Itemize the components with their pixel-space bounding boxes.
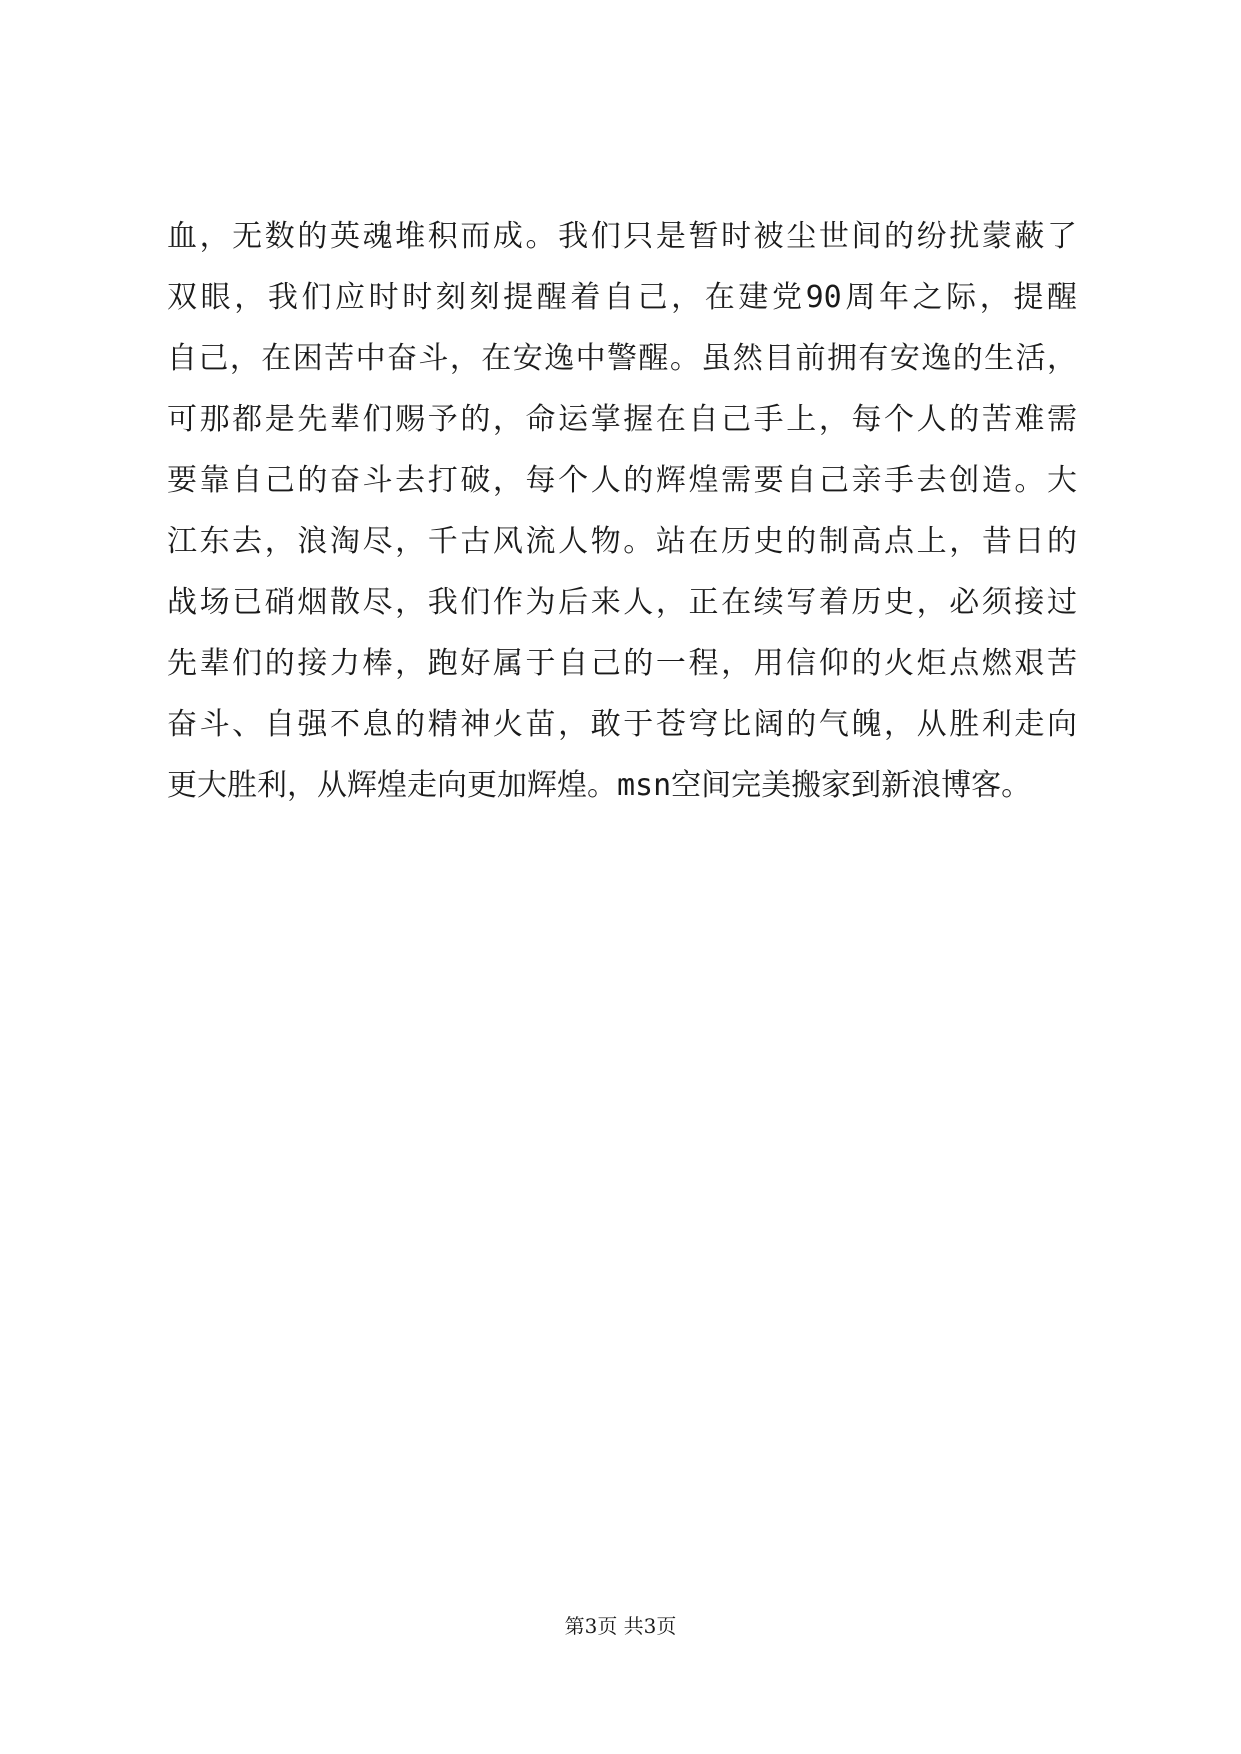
text-line: 更大胜利，从辉煌走向更加辉煌。msn空间完美搬家到新浪博客。 xyxy=(167,768,1032,803)
body-paragraph xyxy=(167,206,1077,816)
text-line: 双眼，我们应时时刻刻提醒着自己，在建党90周年之际，提醒 xyxy=(167,280,1077,315)
text-line: 要靠自己的奋斗去打破，每个人的辉煌需要自己亲手去创造。大 xyxy=(167,463,1077,498)
text-line: 可那都是先辈们赐予的，命运掌握在自己手上，每个人的苦难需 xyxy=(167,402,1077,437)
text-line: 奋斗、自强不息的精神火苗，敢于苍穹比阔的气魄，从胜利走向 xyxy=(167,707,1077,742)
text-line: 战场已硝烟散尽，我们作为后来人，正在续写着历史，必须接过 xyxy=(167,585,1077,620)
text-line: 先辈们的接力棒，跑好属于自己的一程，用信仰的火炬点燃艰苦 xyxy=(167,646,1077,681)
text-line: 血，无数的英魂堆积而成。我们只是暂时被尘世间的纷扰蒙蔽了 xyxy=(167,219,1077,254)
text-line: 江东去，浪淘尽，千古风流人物。站在历史的制高点上，昔日的 xyxy=(167,524,1077,559)
page-number-footer: 第3页 共3页 xyxy=(564,1614,677,1638)
text-line: 自己，在困苦中奋斗，在安逸中警醒。虽然目前拥有安逸的生活， xyxy=(167,341,1077,376)
